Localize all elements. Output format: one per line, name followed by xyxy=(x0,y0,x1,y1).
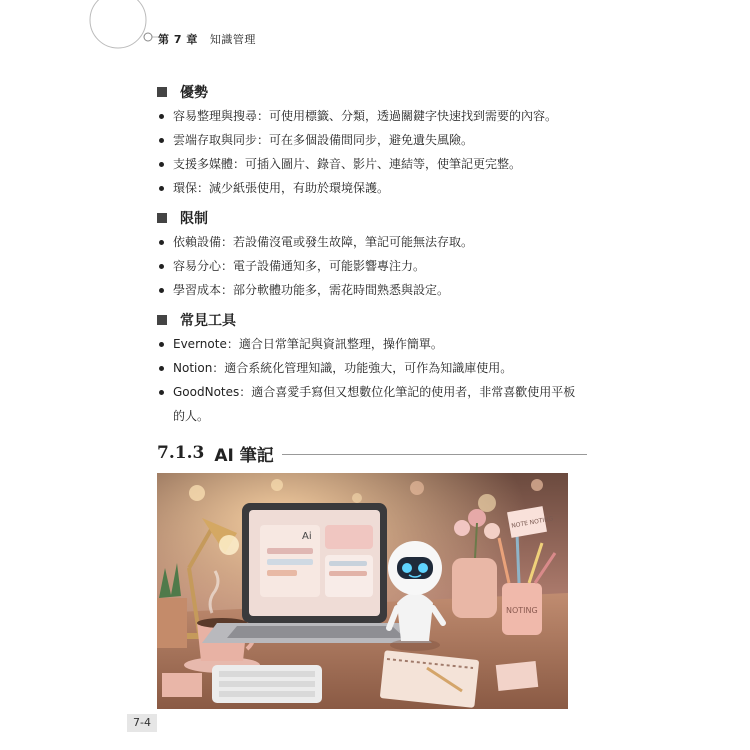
list-item: 容易整理與搜尋：可使用標籤、分類，透過關鍵字快速找到需要的內容。 xyxy=(157,104,589,128)
ai-notes-illustration xyxy=(157,473,568,709)
list-item: 雲端存取與同步：可在多個設備間同步，避免遺失風險。 xyxy=(157,128,589,152)
advantages-list xyxy=(157,104,589,200)
section-heading-common-tools: 常見工具 xyxy=(157,308,589,332)
section-heading-limitations: 限制 xyxy=(157,206,589,230)
section-number: 7.1.3 xyxy=(157,443,205,463)
illustration-scene xyxy=(157,473,568,709)
sticky-note-label: NOTE NOTING xyxy=(510,515,554,530)
list-item: Notion：適合系統化管理知識，功能強大，可作為知識庫使用。 xyxy=(157,356,589,380)
heading-rule xyxy=(282,454,587,455)
list-item: GoodNotes：適合喜愛手寫但又想數位化筆記的使用者，非常喜歡使用平板 xyxy=(157,380,589,404)
keyboard xyxy=(212,665,322,703)
list-item-continuation: 的人。 xyxy=(173,409,210,423)
list-item: 支援多媒體：可插入圖片、錄音、影片、連結等，使筆記更完整。 xyxy=(157,152,589,176)
list-item: 依賴設備：若設備沒電或發生故障，筆記可能無法存取。 xyxy=(157,230,589,254)
section-heading-advantages: 優勢 xyxy=(157,80,589,104)
square-bullet-icon xyxy=(157,315,167,325)
chapter-number: 第 7 章 xyxy=(158,33,198,46)
notebook xyxy=(380,650,479,708)
list-item: 容易分心：電子設備通知多，可能影響專注力。 xyxy=(157,254,589,278)
square-bullet-icon xyxy=(157,87,167,97)
list-item: 環保：減少紙張使用，有助於環境保護。 xyxy=(157,176,589,200)
header-decoration-arc xyxy=(0,0,160,70)
flower-vase xyxy=(452,509,500,618)
section-title-text: AI 筆記 xyxy=(214,445,274,466)
page-number: 7-4 xyxy=(127,714,157,732)
main-content xyxy=(157,80,589,428)
square-bullet-icon xyxy=(157,213,167,223)
section-title xyxy=(157,440,587,466)
limitations-list xyxy=(157,230,589,302)
list-item: 學習成本：部分軟體功能多，需花時間熟悉與設定。 xyxy=(157,278,589,302)
chapter-title: 知識管理 xyxy=(209,33,256,46)
list-item: Evernote：適合日常筆記與資訊整理，操作簡單。 xyxy=(157,332,589,356)
cup-label: NOTING xyxy=(506,606,538,615)
laptop-screen-label: Ai xyxy=(302,531,312,542)
tools-list xyxy=(157,332,589,428)
running-header xyxy=(158,31,256,47)
